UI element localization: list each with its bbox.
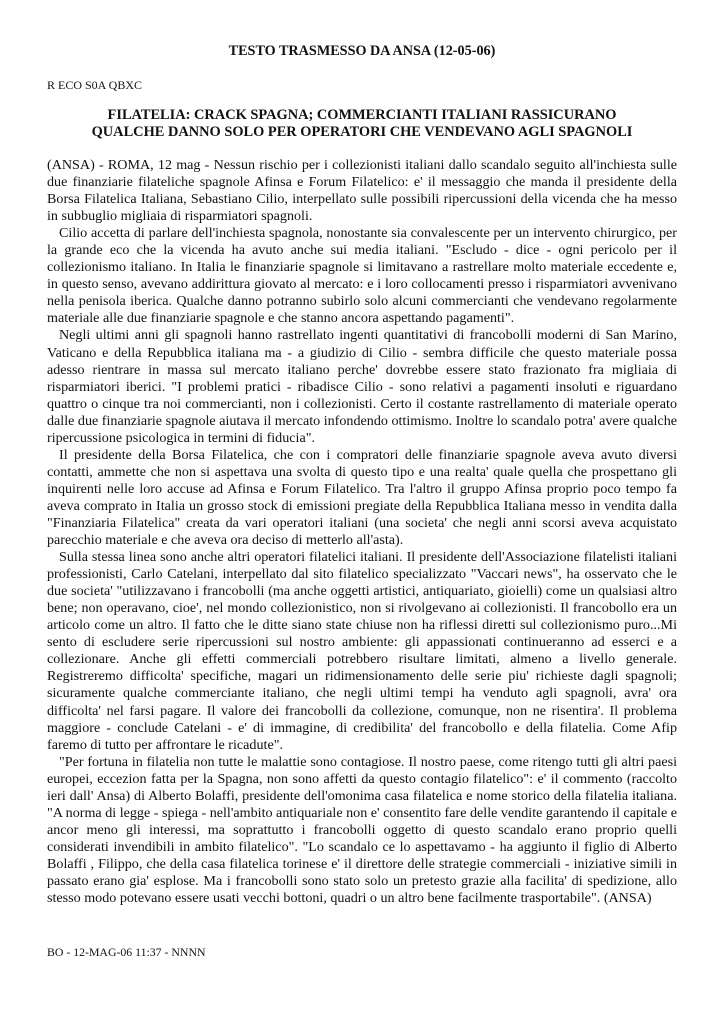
transmission-footer: BO - 12-MAG-06 11:37 - NNNN — [47, 945, 206, 959]
agency-code: R ECO S0A QBXC — [47, 78, 143, 92]
headline — [47, 107, 677, 141]
document-header-title: TESTO TRASMESSO DA ANSA (12-05-06) — [228, 43, 496, 59]
paragraph-4: Il presidente della Borsa Filatelica, che con i compratori delle finanziarie spagnole aveva avuto diversi contatti, ammette che non si aspettava una svolta di questo tipo e una realta' quale quella che prospettano gli inquirenti nelle loro accuse ad Afinsa e Forum Filatelico. Tra l'altro il gruppo Afinsa proprio poco tempo fa aveva comprato in Italia un grosso stock di emissioni pregiate della Repubblica Italiana messo in vendita dalla "Finanziaria Filatelica" creata da vari operatori italiani (una societa' che negli anni scorsi aveva acquistato parecchio materiale e che aveva ora deciso di metterlo all'asta). — [47, 446, 677, 549]
headline-line-1: FILATELIA: CRACK SPAGNA; COMMERCIANTI ITALIANI RASSICURANO — [107, 107, 617, 123]
paragraph-2: Cilio accetta di parlare dell'inchiesta spagnola, nonostante sia convalescente per un intervento chirurgico, per la grande eco che la vicenda ha avuto anche sui media italiani. "Escludo - dice - ogni pericolo per il collezionismo italiano. In Italia le finanziarie spagnole si limitavano a rastrellare molto materiale eccedente e, in questo senso, avevano addirittura giovato al mercato: e i loro collocamenti presso i risparmiatori avvenivano nella penisola iberica. Qualche danno potranno subirlo solo alcuni commercianti che vendevano regolarmente materiale alle due finanziarie spagnole e che stanno ancora aspettando pagamenti". — [47, 225, 677, 327]
paragraph-5: Sulla stessa linea sono anche altri operatori filatelici italiani. Il presidente dell'Associazione filatelisti italiani professionisti, Carlo Catelani, interpellato dal sito filatelico specializzato "Vaccari news", ha osservato che le due societa' "utilizzavano i francobolli (ma anche oggetti artistici, antiquariato, gioielli) come un qualsiasi altro bene; non operavano, cioe', nel mondo collezionistico, non si rivolgevano ai collezionisti. Il francobollo era un articolo come un altro. Il fatto che le ditte siano state chiuse non ha riflessi diretti sul collezionismo puro...Mi sento di escludere serie ripercussioni sul nostro ambiente: gli appassionati continueranno ad esserci e a collezionare. Anche gli effetti commerciali potrebbero risultare limitati, almeno a livello generale. Registreremo difficolta' specifiche, magari un ridimensionamento delle serie piu' richieste dagli spagnoli; sicuramente qualche commerciante italiano, che negli ultimi tempi ha venduto agli spagnoli, avra' ora difficolta' nel farsi pagare. Il valore dei francobolli da collezione, comunque, non ne risentira'. Il problema maggiore - conclude Catelani - e' di immagine, di credibilita' del francobollo e della filatelia. Come Afip faremo di tutto per affrontare le ricadute". — [47, 549, 677, 753]
paragraph-3: Negli ultimi anni gli spagnoli hanno rastrellato ingenti quantitativi di francobolli moderni di San Marino, Vaticano e della Repubblica italiana ma - a giudizio di Cilio - sembra difficile che questo materiale possa adesso rientrare in massa sul mercato italiano perche' dovrebbe essere stato frazionato fra migliaia di risparmiatori iberici. "I problemi pratici - ribadisce Cilio - sono relativi a pagamenti insoluti e riguardano quattro o cinque tra noi commercianti, non i collezionisti. Certo il costante rastrellamento di materiale operato dalle due finanziarie spagnole aiutava il mercato infondendo ottimismo. Inoltre lo scandalo potra' avere qualche ripercussione psicologica in termini di fiducia". — [47, 327, 677, 446]
article-body — [47, 157, 677, 907]
headline-line-2: QUALCHE DANNO SOLO PER OPERATORI CHE VENDEVANO AGLI SPAGNOLI — [91, 124, 633, 140]
paragraph-1: (ANSA) - ROMA, 12 mag - Nessun rischio per i collezionisti italiani dallo scandalo seguito all'inchiesta sulle due finanziarie filateliche spagnole Afinsa e Forum Filatelico: e' il messaggio che manda il presidente della Borsa Filatelica Italiana, Sebastiano Cilio, interpellato sulle possibili ripercussioni della vicenda che ha messo in subbuglio migliaia di risparmiatori spagnoli. — [47, 157, 677, 225]
paragraph-6: "Per fortuna in filatelia non tutte le malattie sono contagiose. Il nostro paese, come ritengo tutti gli altri paesi europei, eccezion fatta per la Spagna, non sono affetti da questo contagio filatelico": e' il commento (raccolto ieri dall' Ansa) di Alberto Bolaffi, presidente dell'omonima casa filatelica e nome storico della filatelia italiana. "A norma di legge - spiega - nell'ambito antiquariale non e' consentito fare delle vendite garantendo il capitale e ancor meno gli interessi, ma soprattutto i francobolli oggetto di questo scandalo erano proprio quelli considerati invendibili in ambito filatelico". "Lo scandalo ce lo aspettavamo - ha aggiunto il figlio di Alberto Bolaffi , Filippo, che della casa filatelica torinese e' il direttore delle strategie commerciali - iniziative simili in passato erano gia' esplose. Ma i francobolli sono stato solo un pretesto grazie alla facilita' di spedizione, allo stesso modo potevano essere usati vecchi bottoni, quadri o un altro bene facilmente trasportabile". (ANSA) — [47, 753, 677, 907]
